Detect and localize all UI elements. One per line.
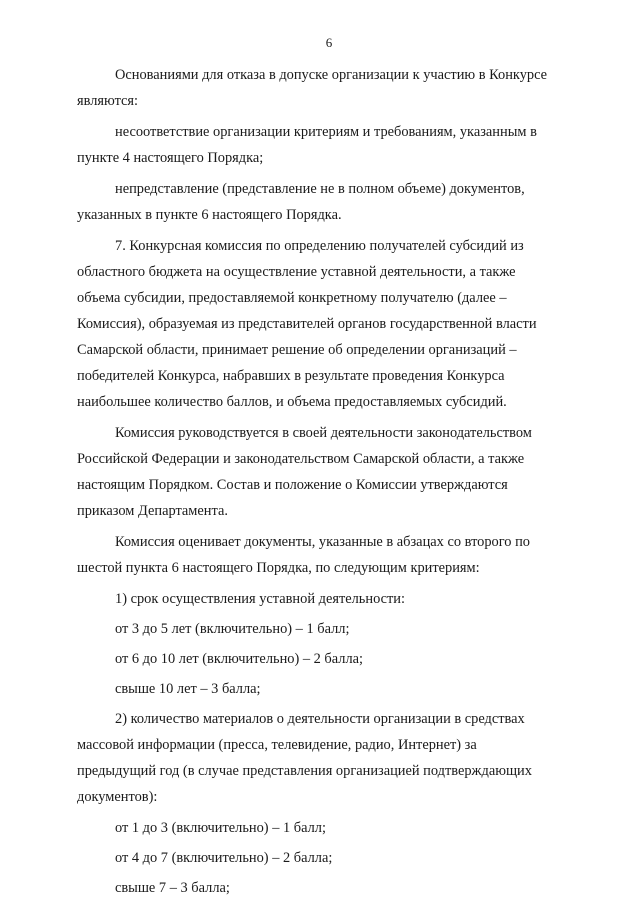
criterion-1-item-1: от 3 до 5 лет (включительно) – 1 балл;	[115, 621, 350, 637]
paragraph-documents-missing: непредставление (представление не в полном объеме) документов, указанных в пункте 6 настоящего Порядка.	[77, 181, 525, 223]
criterion-2-item-1: от 1 до 3 (включительно) – 1 балл;	[115, 820, 326, 836]
document-page	[77, 30, 581, 905]
criterion-2-heading: 2) количество материалов о деятельности организации в средствах массовой информации (пресса, телевидение, радио, Интернет) за предыдущий год (в случае представления организацией подтверждающих документов):	[77, 711, 532, 805]
paragraph-refusal-grounds: Основаниями для отказа в допуске организации к участию в Конкурсе являются:	[77, 67, 548, 109]
criterion-1-heading: 1) срок осуществления уставной деятельности:	[115, 591, 405, 607]
criterion-2-item-2: от 4 до 7 (включительно) – 2 балла;	[115, 850, 333, 866]
paragraph-commission-guidance: Комиссия руководствуется в своей деятельности законодательством Российской Федерации и законодательством Самарской области, а также настоящим Порядком. Состав и положение о Комиссии утверждаются приказом Департамента.	[77, 425, 532, 519]
paragraph-commission-7: 7. Конкурсная комиссия по определению получателей субсидий из областного бюджета на осуществление уставной деятельности, а также объема субсидии, предоставляемой конкретному получателю (далее – Комиссия), образуемая из представителей органов государственной власти Самарской области, принимает решение об определении организаций – победителей Конкурса, набравших в результате проведения Конкурса наибольшее количество баллов, и объема предоставляемых субсидий.	[77, 238, 537, 410]
criterion-1-item-2: от 6 до 10 лет (включительно) – 2 балла;	[115, 651, 364, 667]
criterion-1-item-3: свыше 10 лет – 3 балла;	[115, 681, 261, 697]
criterion-2-item-3: свыше 7 – 3 балла;	[115, 880, 230, 896]
page-number: 6	[325, 35, 333, 50]
paragraph-commission-evaluates: Комиссия оценивает документы, указанные в абзацах со второго по шестой пункта 6 настоящего Порядка, по следующим критериям:	[77, 534, 530, 576]
paragraph-criteria-mismatch: несоответствие организации критериям и требованиям, указанным в пункте 4 настоящего Порядка;	[77, 124, 537, 166]
